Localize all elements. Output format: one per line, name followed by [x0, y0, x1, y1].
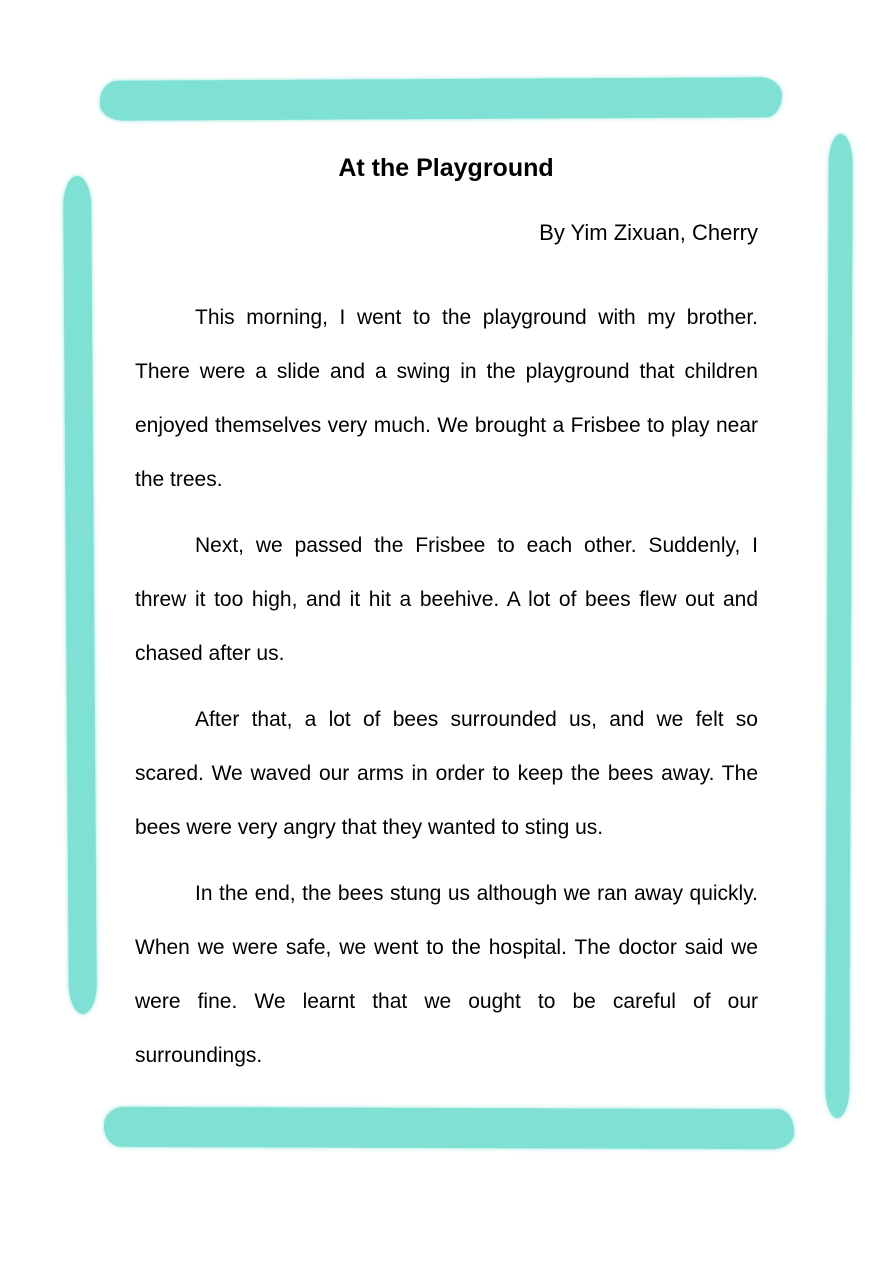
frame-stroke-top: [100, 77, 782, 121]
frame-stroke-bottom: [104, 1107, 794, 1149]
paragraph: In the end, the bees stung us although we ran away quickly. When we were safe, we went to the hospital. The doctor said we were fine. We learnt that we ought to be careful of our surroundings.: [135, 882, 758, 1067]
paragraph: This morning, I went to the playground with my brother. There were a slide and a swing in the playground that children enjoyed themselves very much. We brought a Frisbee to play near the trees.: [135, 306, 758, 491]
frame-stroke-right: [825, 134, 852, 1118]
document-author: By Yim Zixuan, Cherry: [539, 220, 758, 245]
paragraph: Next, we passed the Frisbee to each other. Suddenly, I threw it too high, and it hit a beehive. A lot of bees flew out and chased after us.: [135, 534, 758, 665]
paragraph: After that, a lot of bees surrounded us, and we felt so scared. We waved our arms in order to keep the bees away. The bees were very angry that they wanted to sting us.: [135, 708, 758, 839]
document-title: At the Playground: [338, 154, 554, 182]
document-body: [135, 291, 758, 1095]
frame-stroke-left: [63, 176, 97, 1014]
